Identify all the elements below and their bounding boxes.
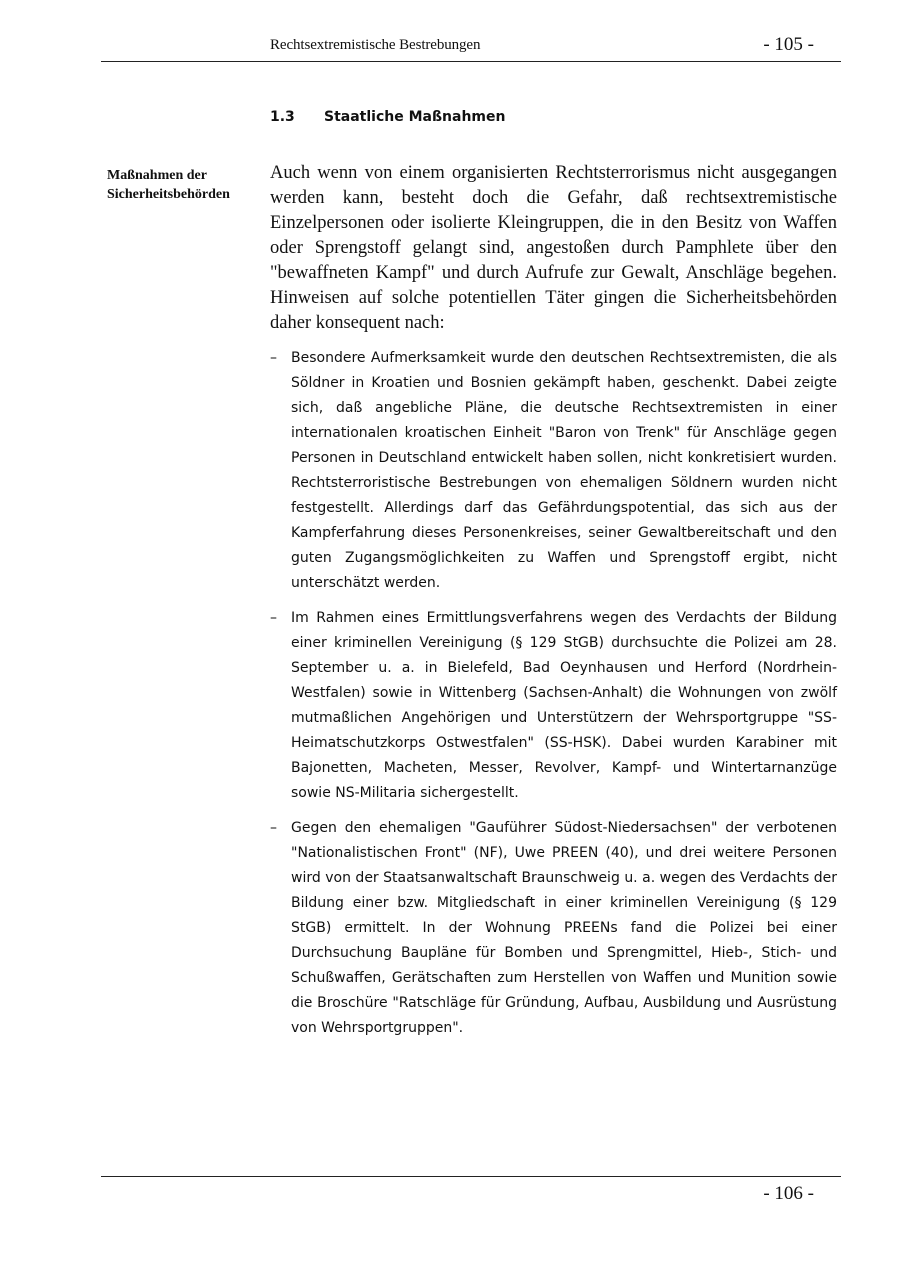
list-item bbox=[270, 606, 837, 806]
list-item bbox=[270, 346, 837, 596]
list-item-text: Im Rahmen eines Ermittlungsverfahrens wegen des Verdachts der Bildung einer kriminellen Vereinigung (§ 129 StGB) durchsuchte die Polizei am 28. September u. a. in Bielefeld, Bad Oeynhausen und Herford (Nordrhein-Westfalen) sowie in Wittenberg (Sachsen-Anhalt) die Wohnungen von zwölf mutmaßlichen Angehörigen und Unterstützern der Wehrsportgruppe "SS-Heimatschutzkorps Ostwestfalen" (SS-HSK). Dabei wurden Karabiner mit Bajonetten, Macheten, Messer, Revolver, Kampf- und Wintertarnanzüge sowie NS-Militaria sichergestellt. bbox=[291, 610, 837, 801]
dash-bullet: – bbox=[270, 350, 277, 366]
list-item-text: Besondere Aufmerksamkeit wurde den deutschen Rechtsextremisten, die als Söldner in Kroatien und Bosnien gekämpft haben, geschenkt. Dabei zeigte sich, daß angebliche Pläne, die deutsche Rechtsextremisten in einer internationalen kroatischen Einheit "Baron von Trenk" für Anschläge gegen Personen in Deutschland entwickelt haben sollen, nicht konkretisiert wurden. Rechtsterroristische Bestrebungen von ehemaligen Söldnern wurden nicht festgestellt. Allerdings darf das Gefährdungspotential, das sich aus der Kampferfahrung dieses Personenkreises, seiner Gewaltbereitschaft und den guten Zugangsmöglichkeiten zu Waffen und Sprengstoff ergibt, nicht unterschätzt werden. bbox=[291, 350, 837, 591]
footer-page-number: - 106 - bbox=[763, 1183, 814, 1204]
margin-note-line-1: Maßnahmen der bbox=[107, 168, 207, 183]
dash-bullet: – bbox=[270, 820, 277, 836]
margin-note bbox=[107, 166, 257, 204]
margin-note-line-2: Sicherheitsbehörden bbox=[107, 187, 230, 202]
intro-paragraph: Auch wenn von einem organisierten Rechtsterrorismus nicht ausgegangen werden kann, besteht doch die Gefahr, daß rechtsextremistische Einzelpersonen oder isolierte Kleingruppen, die in den Besitz von Waffen oder Sprengstoff gelangt sind, angestoßen durch Pamphlete über den "bewaffneten Kampf" und durch Aufrufe zur Gewalt, Anschläge begehen. Hinweisen auf solche potentiellen Täter gingen die Sicherheitsbehörden daher konsequent nach: bbox=[270, 163, 837, 333]
list-item bbox=[270, 816, 837, 1041]
list-item-text: Gegen den ehemaligen "Gauführer Südost-Niedersachsen" der verbotenen "Nationalistischen Front" (NF), Uwe PREEN (40), und drei weitere Personen wird von der Staatsanwaltschaft Braunschweig u. a. wegen des Verdachts der Bildung einer bzw. Mitgliedschaft in einer kriminellen Vereinigung (§ 129 StGB) ermittelt. In der Wohnung PREENs fand die Polizei bei einer Durchsuchung Baupläne für Bomben und Sprengmittel, Hieb-, Stich- und Schußwaffen, Gerätschaften zum Herstellen von Waffen und Munition sowie die Broschüre "Ratschläge für Gründung, Aufbau, Ausbildung und Ausrüstung von Wehrsportgruppen". bbox=[291, 820, 837, 1036]
running-header-title: Rechtsextremistische Bestrebungen bbox=[270, 37, 481, 53]
footer-divider bbox=[101, 1176, 841, 1177]
header-divider bbox=[101, 61, 841, 62]
section-number: 1.3 bbox=[270, 109, 295, 125]
section-heading bbox=[270, 109, 505, 125]
header-page-number: - 105 - bbox=[763, 34, 814, 55]
section-title: Staatliche Maßnahmen bbox=[324, 109, 506, 125]
bullet-list bbox=[270, 346, 837, 1051]
dash-bullet: – bbox=[270, 610, 277, 626]
